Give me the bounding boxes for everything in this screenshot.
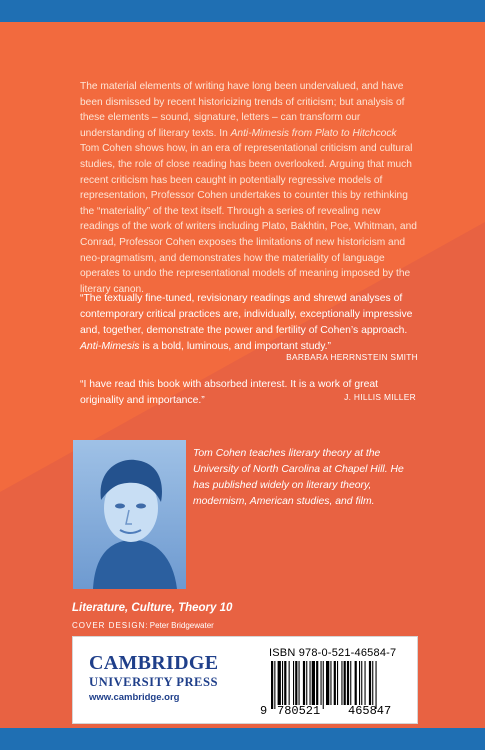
description-text-1: The material elements of writing have long been undervalued, and have been dismissed by recent historicizing trends of criticism; but analysis of these elements – sound, signature, letters – can transform our understanding of literary texts. In [80, 81, 405, 139]
barcode-bar [330, 661, 331, 705]
endorsement-quote-1: “The textually fine-tuned, revisionary readings and shrewd analyses of contemporary critical practices are, individually, exceptionally impressive and, together, demonstrate the power and fertility of Cohen’s approach. Anti-Mimesis is a bold, luminous, and important study.” [80, 293, 413, 352]
barcode-digits: 9 780521 465847 [260, 704, 392, 718]
barcode-bar [344, 661, 346, 705]
barcode-bar [369, 661, 371, 705]
barcode-bar [295, 661, 297, 705]
publisher-name: CAMBRIDGE [89, 652, 219, 674]
barcode-bar [310, 661, 311, 705]
barcode-bar [361, 661, 362, 705]
endorsement-author-2: J. HILLIS MILLER [344, 392, 416, 402]
barcode-bar [341, 661, 342, 705]
description-text-2: Tom Cohen shows how, in an era of representational criticism and cultural studies, the role of close reading has been overlooked. Arguing that much recent criticism has been caught in potentially regressive models of representation, Professor Cohen undertakes to counter this by rethinking the “materiality” of the text itself. Through a series of revealing new readings of the work of writers including Plato, Bakhtin, Poe, Whitman, and Conrad, Professor Cohen exposes the limitations of new historicism and neo-pragmatism, and demonstrates how the materiality of language operates to undo the representational models of meaning imposed by the literary canon. [80, 143, 417, 295]
series-title: Literature, Culture, Theory 10 [72, 602, 233, 614]
barcode-icon [270, 661, 412, 709]
barcode-bar [323, 661, 324, 709]
barcode-bar [312, 661, 315, 705]
publisher-url: www.cambridge.org [89, 692, 180, 703]
barcode-bar [293, 661, 294, 705]
endorsement-quote-2: “I have read this book with absorbed interest. It is a work of great originality and importance.” [80, 379, 379, 406]
barcode-bar [306, 661, 307, 705]
barcode-bar [289, 661, 290, 705]
description-book-title: Anti-Mimesis from Plato to Hitchcock [230, 127, 397, 139]
barcode-bar [271, 661, 273, 709]
book-description [80, 79, 418, 297]
barcode-bar [321, 661, 322, 705]
barcode-bar [326, 661, 329, 705]
bottom-blue-band [0, 728, 485, 750]
author-bio: Tom Cohen teaches literary theory at the University of North Carolina at Chapel Hill. He has published widely on literary theory, modernism, American studies, and film. [193, 448, 404, 507]
barcode-bar [365, 661, 366, 705]
cover-design-credit: COVER DESIGN: Peter Bridgewater [72, 621, 214, 630]
barcode-bar [350, 661, 351, 705]
barcode-bar [376, 661, 377, 709]
publisher-subname: UNIVERSITY PRESS [89, 675, 218, 689]
barcode-bar [278, 661, 281, 705]
endorsement-author-1: BARBARA HERRNSTEIN SMITH [286, 352, 418, 362]
barcode-bar [274, 661, 275, 709]
author-photo [73, 440, 186, 589]
barcode-bar [337, 661, 338, 705]
publisher-barcode-panel [72, 636, 418, 724]
barcode-bar [355, 661, 357, 705]
barcode-bar [347, 661, 349, 705]
barcode-bar [334, 661, 336, 705]
barcode-bar [372, 661, 373, 705]
barcode-bar [282, 661, 283, 705]
barcode-bar [303, 661, 305, 705]
barcode-bar [359, 661, 360, 705]
barcode-bar [299, 661, 300, 705]
barcode-bar [316, 661, 318, 705]
isbn-number: ISBN 978-0-521-46584-7 [269, 647, 397, 659]
top-blue-band [0, 0, 485, 22]
barcode-bar [284, 661, 286, 705]
